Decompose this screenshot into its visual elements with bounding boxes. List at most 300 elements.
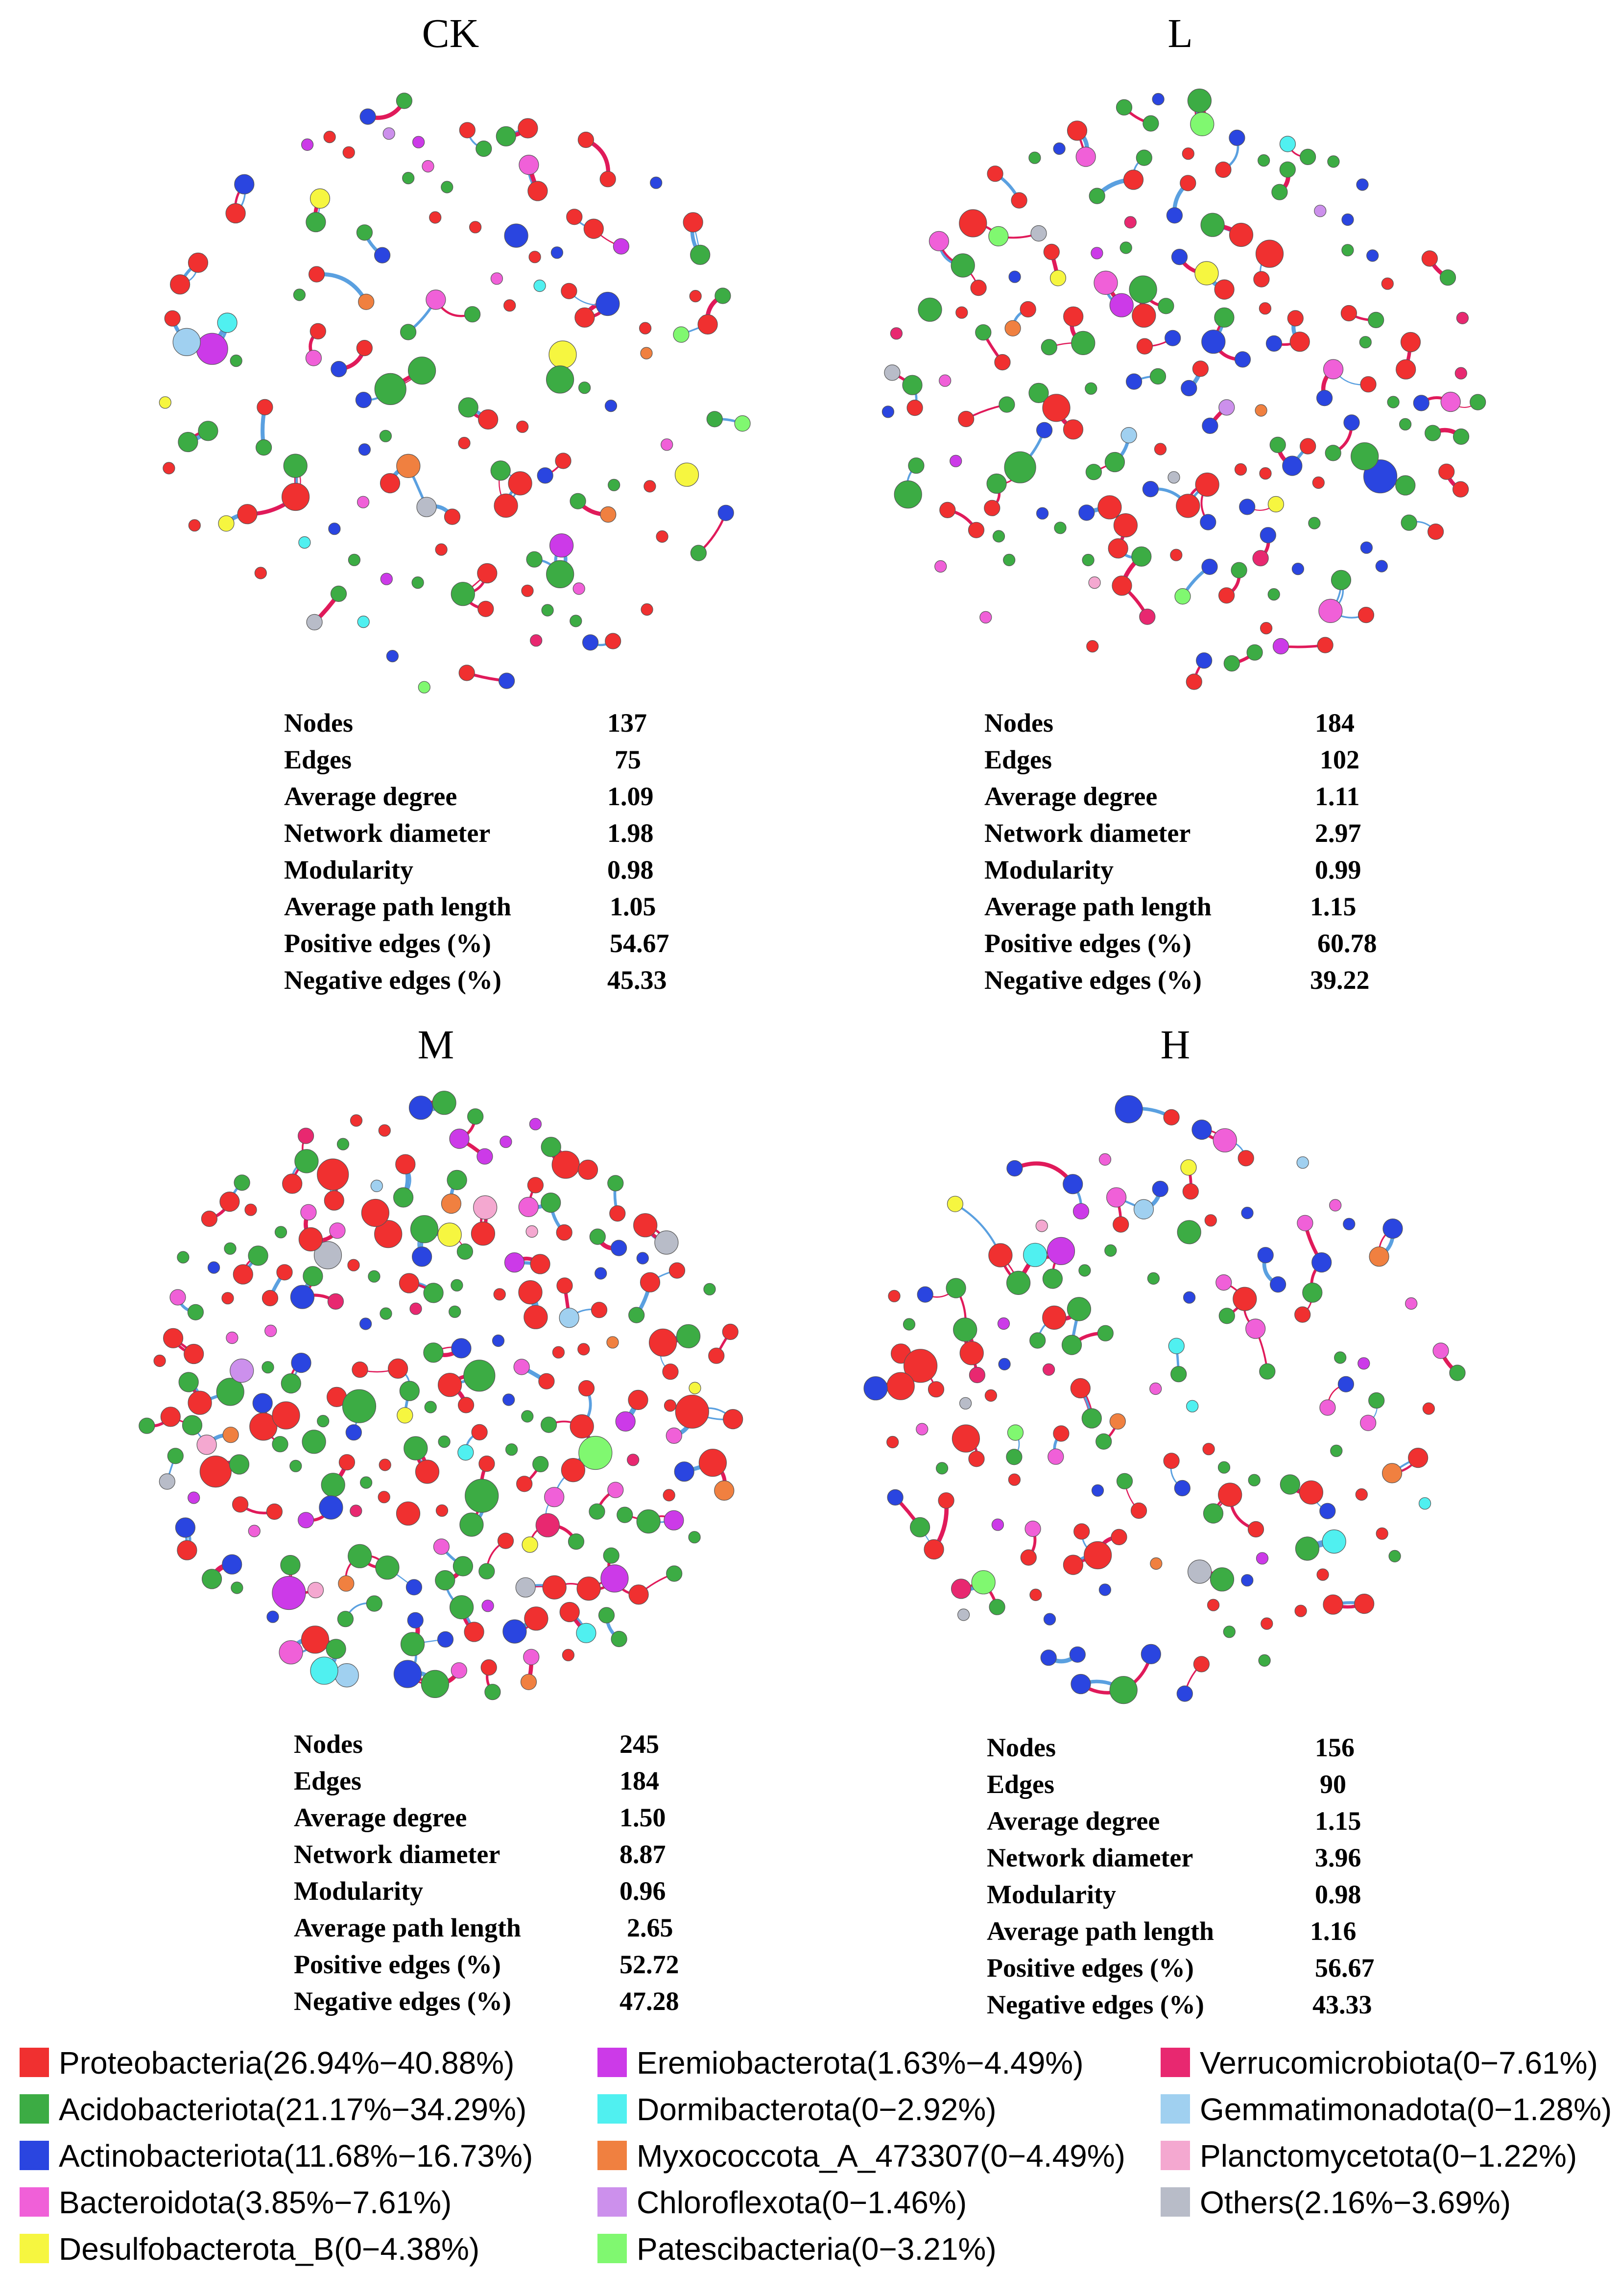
network-node [992,1519,1003,1531]
stat-value: 156 [1315,1733,1355,1762]
network-node [888,1290,900,1302]
network-node [1168,472,1180,483]
network-node [637,1252,648,1264]
network-node [541,1137,561,1157]
network-node [1007,1271,1030,1294]
network-node [1324,359,1343,379]
network-node [560,1602,579,1622]
network-node [413,136,425,148]
stat-label: Negative edges (%) [284,965,501,995]
network-node [394,1660,421,1688]
network-node [1440,270,1456,286]
network-node [256,440,272,455]
network-node [1024,1243,1047,1267]
network-node [1025,1521,1041,1537]
network-node [338,1576,354,1591]
network-node [1063,1174,1083,1194]
network-node [549,341,576,368]
network-node [665,1400,676,1411]
stat-value: 0.98 [1315,1880,1361,1909]
network-node [715,288,731,304]
network-node [306,350,321,366]
legend-label: Bacteroidota(3.85%−7.61%) [59,2185,452,2220]
network-node [435,1571,455,1590]
network-node [916,1423,928,1435]
network-node [295,1149,318,1173]
network-node [226,204,245,223]
stat-value: 3.96 [1315,1843,1361,1872]
network-node [299,1228,322,1251]
network-node [499,673,515,689]
network-node [989,1244,1012,1267]
legend-label: Acidobacteriota(21.17%−34.29%) [59,2092,527,2127]
network-node [935,561,947,573]
network-node [1270,437,1286,453]
network-node [1096,1434,1112,1449]
network-node [1143,116,1159,131]
network-node [245,1204,257,1216]
network-node [929,1382,944,1397]
network-node [1205,1215,1216,1226]
network-node [1270,1277,1286,1292]
network-node [1064,307,1083,326]
network-node [458,1397,474,1413]
network-node [303,1267,323,1286]
network-node [698,314,717,334]
network-node [337,1611,353,1627]
network-node [1107,1188,1126,1207]
network-node [917,1287,933,1302]
network-node [450,1129,469,1148]
network-node [1246,1319,1265,1339]
network-node [1453,481,1469,497]
network-node [234,1175,250,1191]
network-node [536,1513,559,1537]
network-node [1396,359,1416,379]
network-node [887,1436,899,1448]
network-node [406,1579,422,1595]
legend-swatch [597,2094,627,2124]
stat-label: Positive edges (%) [984,929,1191,958]
network-node [451,582,475,606]
network-node [529,1118,541,1130]
network-node [1152,94,1164,105]
network-node [408,357,436,384]
network-node [1086,464,1101,480]
stat-value: 54.67 [610,929,669,958]
stat-label: Edges [284,745,352,774]
network-node [1238,1150,1254,1166]
network-node [603,1548,619,1563]
network-node [188,1304,203,1320]
stat-value: 184 [1315,708,1355,738]
network-node [451,1279,463,1291]
network-node [435,544,447,555]
network-node [508,472,532,495]
network-node [302,139,313,150]
network-node [547,366,574,393]
network-node [984,500,1000,516]
network-node [1164,1453,1179,1469]
network-node [1325,445,1341,461]
network-node [1084,1542,1112,1569]
network-node [1218,1483,1242,1507]
network-node [383,128,395,140]
network-node [960,1397,972,1409]
network-node [1044,244,1059,260]
legend-label: Patescibacteria(0−3.21%) [637,2231,997,2267]
network-node [396,93,412,109]
network-node [1303,1283,1322,1302]
network-node [498,1533,514,1549]
network-node [1044,1613,1056,1625]
network-node [474,1196,497,1219]
network-node [457,1244,473,1260]
network-node [1143,481,1158,497]
network-node [1357,179,1368,191]
network-node [683,213,703,232]
legend-label: Verrucomicrobiota(0−7.61%) [1200,2045,1598,2081]
network-node [946,1278,966,1298]
network-node [388,1359,408,1378]
network-node [628,1390,648,1410]
legend-swatch [597,2141,627,2170]
network-node [208,1262,220,1273]
network-node [464,1360,495,1391]
network-node [675,1395,709,1428]
network-node [1117,99,1132,115]
network-node [500,1136,512,1148]
stat-value: 137 [607,708,647,738]
network-node [265,1325,277,1337]
network-node [1079,505,1095,521]
network-node [366,1596,382,1611]
network-node [999,397,1015,412]
network-node [184,1344,204,1364]
network-node [519,155,539,175]
network-node [1342,244,1354,256]
network-node [379,1459,391,1471]
network-node [1219,588,1235,603]
network-node [1184,1292,1195,1303]
stat-value: 1.16 [1310,1916,1357,1946]
network-node [1338,1376,1354,1392]
network-node [401,1632,425,1656]
network-node [526,551,542,567]
network-node [302,1626,329,1653]
network-node [1054,522,1066,534]
network-node [1111,1529,1127,1545]
network-node [178,432,198,452]
network-node [579,382,591,394]
network-node [1203,1443,1214,1455]
network-node [1351,443,1379,470]
network-node [542,604,553,616]
network-node [656,531,668,543]
network-node [882,406,894,418]
network-node [165,311,180,326]
network-node [522,1537,538,1553]
network-node [281,1555,300,1575]
network-node [908,458,924,474]
network-node [1099,1153,1111,1165]
network-node [1082,554,1094,566]
network-node [202,1569,222,1589]
network-node [307,614,322,630]
network-node [1202,330,1225,354]
network-node [939,375,951,386]
stat-value: 102 [1320,745,1359,774]
stat-label: Edges [987,1770,1055,1799]
network-node [972,1571,995,1594]
network-node [339,1455,355,1470]
network-node [350,1505,362,1517]
network-node [1113,1217,1129,1232]
network-node [541,1417,557,1433]
network-node [167,1448,183,1464]
network-node [663,1489,675,1501]
network-node [993,530,1005,542]
network-node [607,1337,619,1348]
network-node [552,1346,564,1358]
network-node [394,1188,413,1207]
network-node [177,1540,197,1560]
network-node [704,1283,715,1295]
network-node [969,1451,984,1467]
network-node [410,1303,422,1315]
network-node [1048,1237,1075,1265]
network-node [459,122,475,138]
network-node [518,119,538,138]
stat-label: Network diameter [294,1840,500,1869]
network-node [887,1489,903,1505]
network-node [452,1339,471,1358]
network-node [1186,674,1202,690]
network-node [524,1649,539,1665]
network-node [690,290,701,302]
network-node [534,280,546,292]
network-node [343,146,355,158]
network-node [666,1428,682,1443]
network-node [543,1576,566,1599]
network-node [537,468,553,483]
network-node [164,1328,183,1348]
network-node [998,1318,1010,1330]
network-node [1259,303,1271,314]
network-node [1334,1352,1346,1363]
network-node [503,1620,526,1643]
network-node [1172,249,1188,265]
network-node [1053,1426,1069,1441]
network-node [159,397,171,408]
network-node [504,224,528,247]
nodes [139,1091,743,1700]
network-node [1401,333,1421,352]
network-node [248,1525,260,1537]
network-node [418,681,430,693]
network-node [1177,1686,1192,1701]
stat-value: 1.09 [607,782,654,811]
network-node [1094,271,1118,294]
network-node [1297,1157,1309,1169]
network-node [1453,429,1469,445]
network-node [283,1174,302,1194]
network-node [1043,394,1070,422]
stat-value: 1.15 [1310,892,1357,921]
network-node [458,1445,474,1460]
network-node [1248,1474,1260,1486]
network-node [664,1510,684,1530]
network-node [436,1505,448,1516]
network-node [611,1240,627,1256]
network-node [524,1305,548,1329]
network-node [952,1579,971,1599]
stat-value: 1.15 [1315,1806,1361,1836]
network-node [493,1335,504,1347]
legend-swatch [597,2048,627,2077]
network-node [1037,422,1052,438]
stat-label: Average path length [984,892,1212,921]
legend-label: Proteobacteria(26.94%−40.88%) [59,2045,515,2081]
network-node [1147,1272,1159,1284]
network-node [1020,302,1036,317]
network-node [1195,473,1219,497]
network-node [1369,1393,1384,1409]
panel-title: L [1167,11,1193,56]
network-node [1214,280,1234,299]
network-node [188,1391,212,1414]
network-node [562,1649,574,1661]
stat-label: Average degree [984,782,1158,811]
network-node [1455,367,1467,379]
network-node [644,480,656,492]
network-node [522,1411,533,1422]
network-node [980,611,992,623]
stat-value: 1.05 [610,892,656,921]
stat-value: 0.98 [607,855,654,885]
nodes [864,1096,1465,1704]
network-node [324,1191,344,1210]
legend-swatch [20,2234,49,2263]
nodes [159,93,750,693]
network-node [400,1381,419,1401]
network-node [416,1460,439,1483]
stat-value: 1.98 [607,818,654,848]
network-node [465,307,480,322]
network-node [1089,188,1105,204]
network-node [987,474,1006,494]
stat-value: 60.78 [1317,929,1377,958]
network-node [433,1539,449,1555]
network-node [1280,136,1295,152]
network-node [188,1492,200,1504]
network-node [272,1402,300,1429]
network-node [561,283,577,299]
network-node [1211,1568,1234,1591]
network-node [674,1462,694,1482]
network-node [1030,1589,1042,1601]
network-node [1041,339,1057,355]
network-node [409,1096,433,1120]
network-node [570,615,582,627]
stat-value: 52.72 [619,1950,679,1979]
network-node [298,1512,314,1528]
network-node [1359,336,1371,348]
network-node [1137,338,1152,354]
network-node [952,1425,979,1452]
network-node [1260,527,1276,543]
stat-label: Average path length [294,1913,521,1942]
network-node [1092,1484,1104,1496]
network-node [348,1544,372,1568]
network-node [894,481,922,508]
network-node [277,1265,292,1280]
network-node [1425,425,1441,441]
network-node [1387,396,1399,408]
stat-value: 245 [619,1729,659,1759]
network-node [1239,499,1255,515]
network-node [356,392,371,408]
network-node [1031,226,1047,241]
network-node [924,1540,944,1559]
network-node [989,226,1008,246]
network-node [578,132,594,148]
network-node [1343,1218,1355,1230]
network-node [976,325,991,340]
legend-label: Others(2.16%−3.69%) [1200,2185,1511,2220]
stat-value: 39.22 [1310,965,1370,995]
network-node [589,1504,605,1519]
network-node [969,522,984,538]
network-node [1170,549,1182,561]
network-node [226,1332,238,1344]
network-node [1195,262,1218,285]
network-node [1450,1365,1465,1381]
network-node [1317,637,1333,653]
network-node [605,633,621,649]
network-node [449,1306,461,1317]
network-node [496,126,516,146]
network-node [1183,1184,1198,1199]
network-node [1356,1489,1367,1501]
panel-title: M [417,1022,454,1068]
stat-label: Average degree [284,782,457,811]
network-node [1296,1537,1319,1560]
network-node [378,1491,390,1503]
network-node [1126,374,1142,389]
network-node [438,1436,450,1448]
network-node [1171,1366,1187,1382]
network-node [613,239,629,254]
network-node [376,1556,399,1579]
stat-label: Nodes [284,708,354,738]
network-node [545,1487,564,1507]
network-node [1231,562,1247,578]
network-node [577,1577,600,1601]
network-node [1376,560,1387,572]
network-node [1382,1463,1402,1483]
legend-swatch [1161,2141,1190,2170]
network-node [282,483,310,511]
network-node [453,1556,473,1576]
stat-value: 2.97 [1315,818,1361,848]
network-node [576,1623,596,1643]
network-node [1258,155,1270,167]
network-node [337,1138,349,1150]
stat-value: 1.50 [619,1803,666,1832]
network-node [1255,405,1267,416]
network-node [1428,524,1444,540]
